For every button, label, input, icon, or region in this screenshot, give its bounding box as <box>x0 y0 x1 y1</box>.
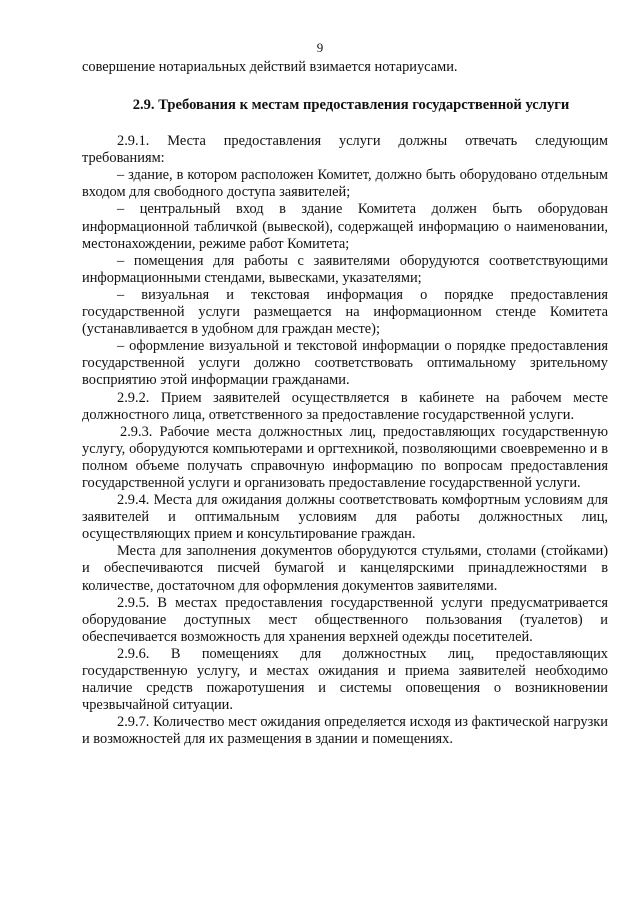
paragraph: 2.9.2. Прием заявителей осуществляется в кабинете на рабочем месте должностного лица, ответственного за предоставление государственной услуги. <box>82 389 608 423</box>
paragraph: 2.9.5. В местах предоставления государственной услуги предусматривается оборудование доступных мест общественного пользования (туалетов) и обеспечивается возможность для хранения верхней одежды посетителей. <box>82 594 608 645</box>
paragraph: 2.9.6. В помещениях для должностных лиц, предоставляющих государственную услугу, и местах ожидания и приема заявителей необходимо наличие средств пожаротушения и системы оповещения о возникновении чрезвычайной ситуации. <box>82 645 608 714</box>
paragraph: 2.9.1. Места предоставления услуги должны отвечать следующим требованиям: <box>82 133 608 167</box>
paragraph: Места для заполнения документов оборудуются стульями, столами (стойками) и обеспечиваются писчей бумагой и канцелярскими принадлежностями в количестве, достаточном для оформления документов заявителями. <box>82 543 608 594</box>
continuation-text: совершение нотариальных действий взимается нотариусами. <box>82 59 458 75</box>
page-number: 9 <box>316 40 324 55</box>
section-heading: 2.9. Требования к местам предоставления государственной услуги <box>132 97 570 114</box>
paragraph: 2.9.7. Количество мест ожидания определяется исходя из фактической нагрузки и возможностей для их размещения в здании и помещениях. <box>82 714 608 748</box>
list-item: – здание, в котором расположен Комитет, должно быть оборудовано отдельным входом для свободного доступа заявителей; <box>82 167 608 201</box>
paragraph: 2.9.3. Рабочие места должностных лиц, предоставляющих государственную услугу, оборудуются компьютерами и оргтехникой, позволяющими своевременно и в полном объеме получать справочную информацию по вопросам предоставления государственной услуги и организовать предоставление государственной услуги. <box>82 423 608 491</box>
paragraph: 2.9.4. Места для ожидания должны соответствовать комфортным условиям для заявителей и оптимальным условиям для работы должностных лиц, осуществляющих прием и консультирование граждан. <box>82 492 608 543</box>
list-item: – центральный вход в здание Комитета должен быть оборудован информационной табличкой (вывеской), содержащей информацию о наименовании, местонахождении, режиме работ Комитета; <box>82 201 608 252</box>
list-item: – помещения для работы с заявителями оборудуются соответствующими информационными стендами, вывесками, указателями; <box>82 252 608 286</box>
page-body <box>82 59 608 748</box>
list-item: – визуальная и текстовая информация о порядке предоставления государственной услуги размещается на информационном стенде Комитета (устанавливается в удобном для граждан месте); <box>82 286 608 338</box>
list-item: – оформление визуальной и текстовой информации о порядке предоставления государственной услуги должно соответствовать оптимальному зрительному восприятию этой информации гражданами. <box>82 338 608 389</box>
